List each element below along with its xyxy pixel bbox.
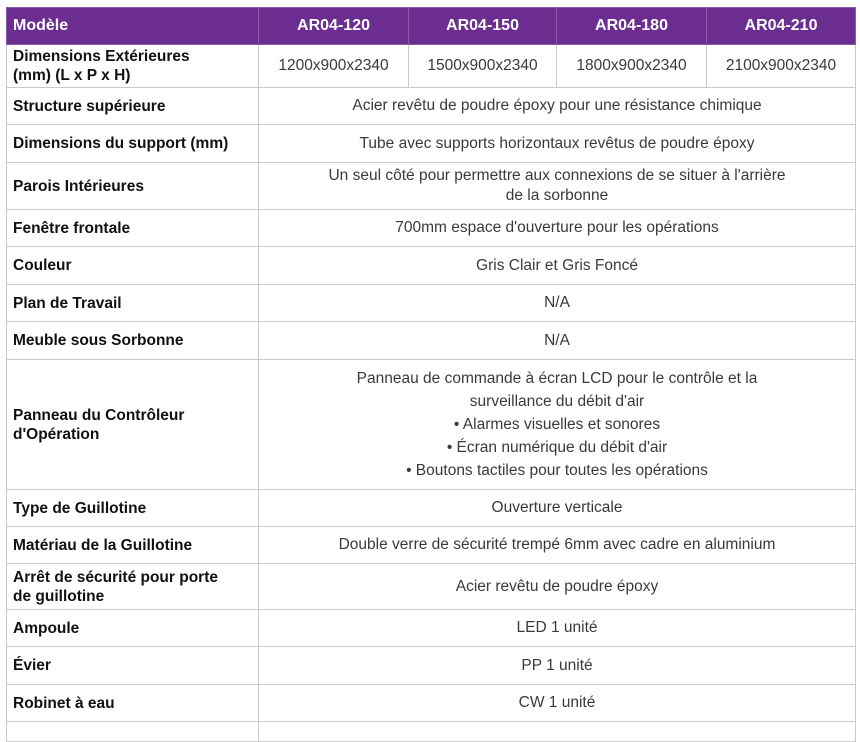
row-label: Type de Guillotine (7, 490, 259, 527)
row-arret (7, 564, 856, 610)
label-line: Dimensions Extérieures (13, 48, 190, 65)
row-label: Matériau de la Guillotine (7, 527, 259, 564)
row-couleur (7, 247, 856, 285)
row-label: Structure supérieure (7, 88, 259, 125)
value-line: de la sorbonne (505, 187, 609, 204)
row-ampoule (7, 610, 856, 647)
row-value (259, 360, 856, 490)
header-row (7, 8, 856, 45)
row-label: Couleur (7, 247, 259, 285)
row-label: Fenêtre frontale (7, 210, 259, 247)
row-label: Meuble sous Sorbonne (7, 322, 259, 360)
value-line: surveillance du débit d'air (469, 393, 645, 410)
label-line: Panneau du Contrôleur (13, 406, 185, 424)
row-label: Robinet à eau (7, 685, 259, 722)
row-label: Ampoule (7, 610, 259, 647)
spec-table (6, 7, 856, 742)
row-dimensions (7, 45, 856, 88)
row-label (7, 360, 259, 490)
model-header: Modèle (7, 8, 259, 45)
row-value (259, 163, 856, 210)
row-partial (7, 722, 856, 742)
row-structure (7, 88, 856, 125)
bullet-item: • Alarmes visuelles et sonores (453, 416, 661, 433)
bullet-item: • Boutons tactiles pour toutes les opérations (406, 462, 708, 479)
row-plan (7, 285, 856, 322)
row-label: Évier (7, 647, 259, 685)
row-label (7, 45, 259, 88)
row-value: LED 1 unité (259, 610, 856, 647)
row-label: Plan de Travail (7, 285, 259, 322)
row-value: Ouverture verticale (259, 490, 856, 527)
row-support (7, 125, 856, 163)
row-value: Acier revêtu de poudre époxy pour une résistance chimique (259, 88, 856, 125)
row-value: Double verre de sécurité trempé 6mm avec cadre en aluminium (259, 527, 856, 564)
row-value: CW 1 unité (259, 685, 856, 722)
dimension-value: 2100x900x2340 (707, 45, 856, 88)
row-parois (7, 163, 856, 210)
row-materiau (7, 527, 856, 564)
label-line: Arrêt de sécurité pour porte (13, 568, 218, 586)
dimension-value: 1200x900x2340 (259, 45, 409, 88)
value-line: Panneau de commande à écran LCD pour le contrôle et la (356, 370, 758, 387)
row-robinet (7, 685, 856, 722)
row-evier (7, 647, 856, 685)
row-panneau (7, 360, 856, 490)
label-line: d'Opération (13, 425, 100, 443)
row-value: N/A (259, 322, 856, 360)
value-line: Un seul côté pour permettre aux connexions de se situer à l'arrière (328, 167, 786, 184)
dimension-value: 1500x900x2340 (409, 45, 557, 88)
row-value: Gris Clair et Gris Foncé (259, 247, 856, 285)
row-value: 700mm espace d'ouverture pour les opérations (259, 210, 856, 247)
label-line: (mm) (L x P x H) (13, 67, 131, 84)
row-label: Dimensions du support (mm) (7, 125, 259, 163)
row-value: PP 1 unité (259, 647, 856, 685)
row-value: Acier revêtu de poudre époxy (259, 564, 856, 610)
row-label (7, 564, 259, 610)
row-value (259, 722, 856, 742)
model-ar04-120: AR04-120 (259, 8, 409, 45)
model-ar04-180: AR04-180 (557, 8, 707, 45)
label-line: de guillotine (13, 587, 105, 605)
dimension-value: 1800x900x2340 (557, 45, 707, 88)
model-ar04-210: AR04-210 (707, 8, 856, 45)
bullet-item: • Écran numérique du débit d'air (446, 439, 668, 456)
row-value: N/A (259, 285, 856, 322)
model-ar04-150: AR04-150 (409, 8, 557, 45)
row-label: Parois Intérieures (7, 163, 259, 210)
row-label (7, 722, 259, 742)
row-type-guillotine (7, 490, 856, 527)
row-value: Tube avec supports horizontaux revêtus de poudre époxy (259, 125, 856, 163)
row-meuble (7, 322, 856, 360)
row-fenetre (7, 210, 856, 247)
